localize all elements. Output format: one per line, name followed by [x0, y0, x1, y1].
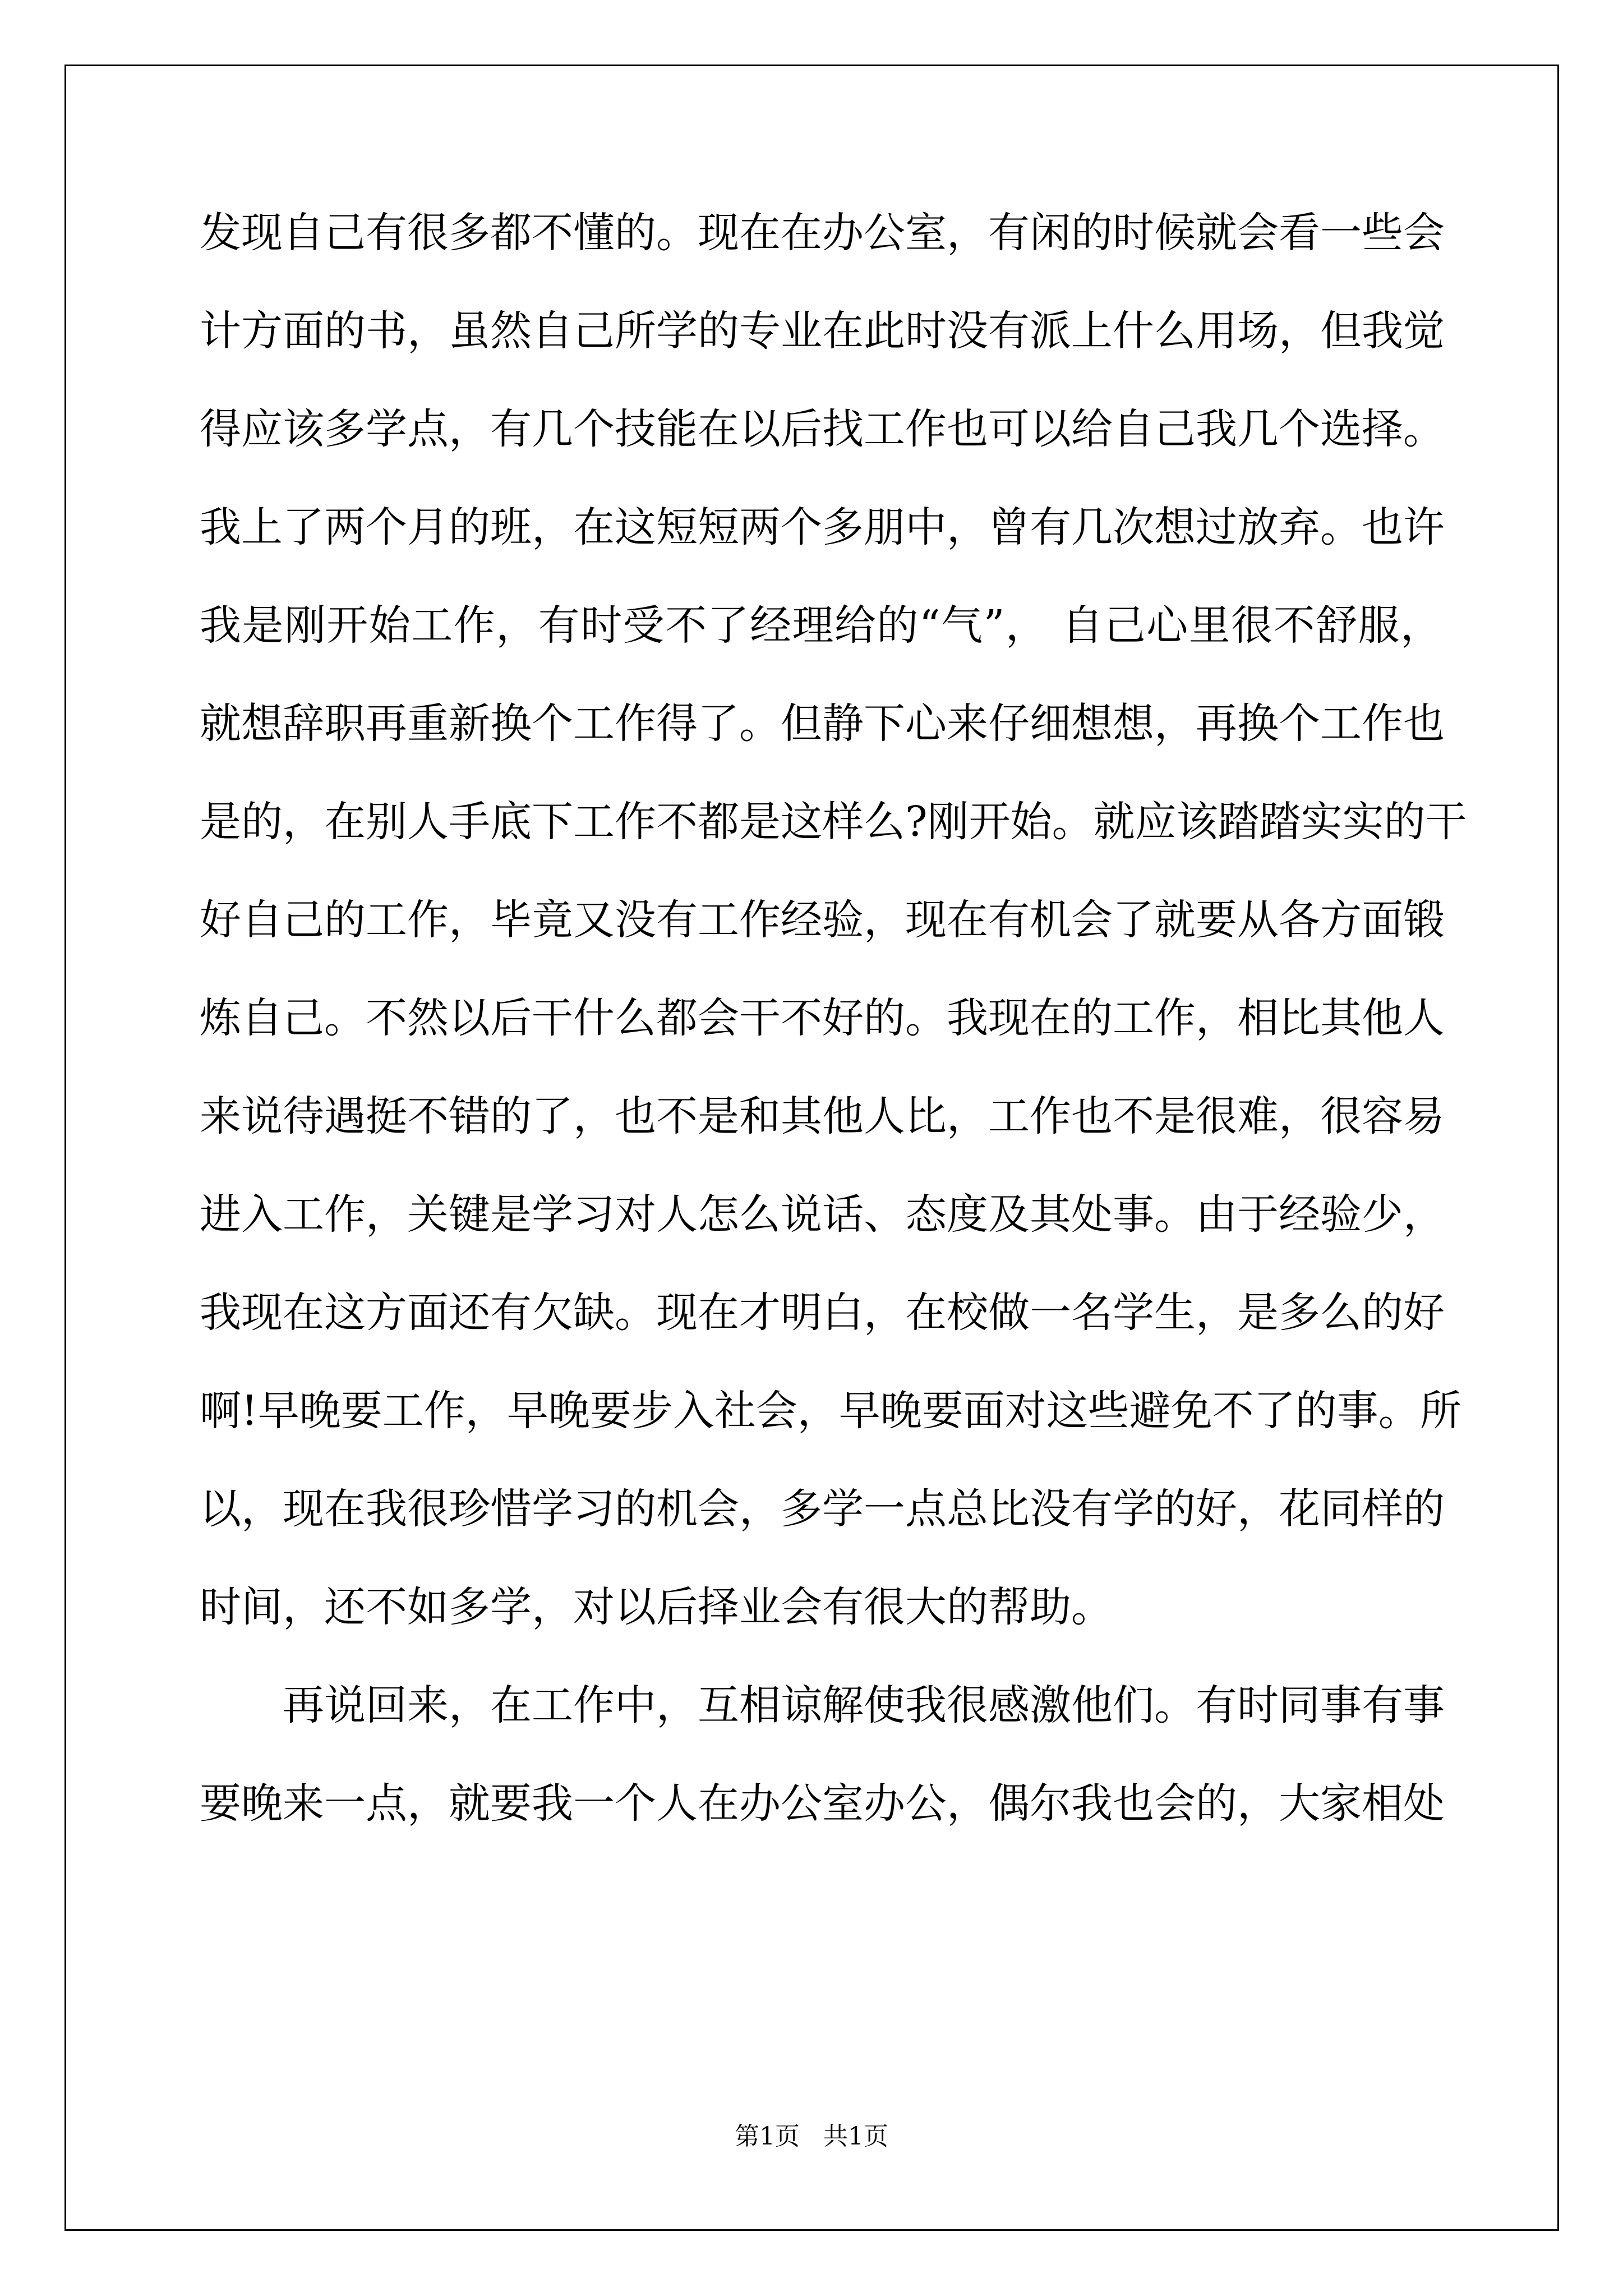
text-line: 来说待遇挺不错的了，也不是和其他人比，工作也不是很难，很容易	[200, 1092, 1445, 1140]
document-body	[200, 199, 1467, 1868]
text-line: 我是刚开始工作，有时受不了经理给的“气”， 自己心里很不舒服，	[200, 601, 1442, 650]
text-line: 就想辞职再重新换个工作得了。但静下心来仔细想想，再换个工作也	[200, 700, 1445, 748]
text-line: 计方面的书，虽然自己所学的专业在此时没有派上什么用场，但我觉	[200, 307, 1445, 355]
text-line: 得应该多学点，有几个技能在以后找工作也可以给自己我几个选择。	[200, 405, 1445, 453]
text-line: 我现在这方面还有欠缺。现在才明白，在校做一名学生，是多么的好	[200, 1289, 1445, 1337]
text-line-paragraph-start: 再说回来，在工作中，互相谅解使我很感激他们。有时同事有事	[283, 1681, 1445, 1729]
text-line: 啊!早晚要工作，早晚要步入社会，早晚要面对这些避免不了的事。所	[200, 1387, 1461, 1435]
text-line: 发现自己有很多都不懂的。现在在办公室，有闲的时候就会看一些会	[200, 209, 1445, 257]
text-line: 以，现在我很珍惜学习的机会，多学一点总比没有学的好，花同样的	[200, 1485, 1445, 1533]
text-line: 炼自己。不然以后干什么都会干不好的。我现在的工作，相比其他人	[200, 994, 1445, 1042]
text-line: 要晚来一点，就要我一个人在办公室办公，偶尔我也会的，大家相处	[200, 1779, 1445, 1828]
text-line: 是的，在别人手底下工作不都是这样么?刚开始。就应该踏踏实实的干	[200, 798, 1467, 846]
text-line: 好自己的工作，毕竟又没有工作经验，现在有机会了就要从各方面锻	[200, 896, 1445, 944]
text-line-paragraph-end: 时间，还不如多学，对以后择业会有很大的帮助。	[200, 1583, 1113, 1631]
text-line: 进入工作，关键是学习对人怎么说话、态度及其处事。由于经验少，	[200, 1190, 1445, 1239]
page-number-footer: 第1页 共1页	[735, 2122, 888, 2151]
text-line: 我上了两个月的班，在这短短两个多朋中，曾有几次想过放弃。也许	[200, 503, 1445, 551]
